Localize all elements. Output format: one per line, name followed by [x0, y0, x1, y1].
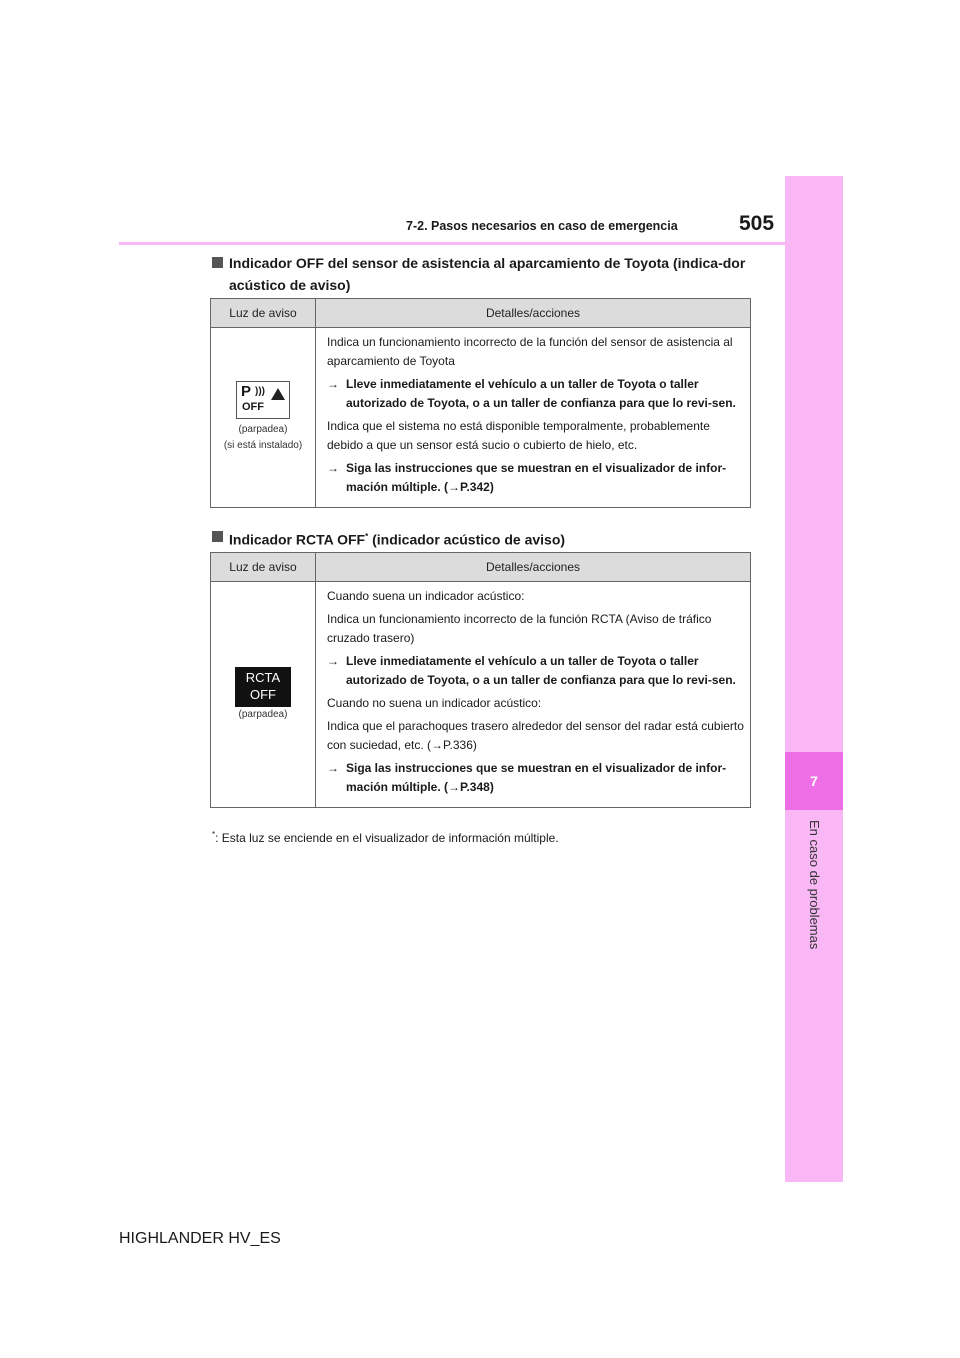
- chapter-label: En caso de problemas: [807, 820, 822, 950]
- col-light-header: Luz de aviso: [211, 553, 316, 582]
- parking-sensor-off-icon: P ))) OFF: [236, 381, 290, 419]
- table-header-row: [211, 553, 751, 582]
- section2-heading: Indicador RCTA OFF* (indicador acústico de aviso): [212, 526, 752, 551]
- description-text: Indica que el sistema no está disponible temporalmente, probablemente debido a que un sensor está sucio o cubierto de hielo, etc.: [327, 419, 710, 452]
- section2-table: [210, 552, 751, 808]
- arrow-icon: →: [327, 654, 339, 668]
- table-row: [211, 582, 751, 808]
- header-divider: [119, 242, 785, 245]
- action-text: → Siga las instrucciones que se muestran en el visualizador de infor-mación múltiple. (→P.348): [327, 761, 727, 794]
- col-details-header: Detalles/acciones: [316, 553, 751, 582]
- warning-light-cell: [211, 328, 316, 508]
- square-bullet-icon: [212, 531, 223, 542]
- arrow-icon: →: [327, 761, 339, 775]
- section1-heading-text: Indicador OFF del sensor de asistencia al aparcamiento de Toyota (indica-dor acústico de aviso): [229, 255, 746, 293]
- icon-caption: (parpadea): [238, 424, 288, 435]
- condition-text: Cuando no suena un indicador acústico:: [327, 696, 542, 710]
- arrow-icon: →: [327, 461, 339, 475]
- footer-model: HIGHLANDER HV_ES: [119, 1230, 281, 1247]
- square-bullet-icon: [212, 257, 223, 268]
- section1-heading: [212, 252, 752, 296]
- icon-caption: (parpadea): [238, 708, 288, 720]
- section1-table: [210, 298, 751, 508]
- details-cell: [316, 582, 751, 808]
- section-title: 7-2. Pasos necesarios en caso de emergencia: [406, 219, 678, 233]
- sensor-waves-icon: ))): [255, 386, 265, 397]
- description-text: Indica que el parachoques trasero alrededor del sensor del radar está cubierto con suciedad, etc. (→P.336): [327, 719, 744, 752]
- page-number: 505: [739, 212, 775, 235]
- chapter-number: 7: [785, 752, 843, 810]
- action-text: → Siga las instrucciones que se muestran en el visualizador de infor-mación múltiple. (→P.342): [327, 461, 727, 494]
- action-text: → Lleve inmediatamente el vehículo a un taller de Toyota o taller autorizado de Toyota, o a un taller de confianza para que lo revi-sen.: [327, 654, 736, 687]
- col-light-header: Luz de aviso: [211, 299, 316, 328]
- rcta-off-icon: RCTA OFF: [235, 667, 291, 707]
- icon-caption-installed: (si está instalado): [223, 440, 303, 451]
- details-cell: [316, 328, 751, 508]
- warning-triangle-icon: [271, 388, 285, 400]
- col-details-header: Detalles/acciones: [316, 299, 751, 328]
- arrow-icon: →: [327, 377, 339, 391]
- warning-light-cell: [211, 582, 316, 808]
- action-text: → Lleve inmediatamente el vehículo a un taller de Toyota o taller autorizado de Toyota, o a un taller de confianza para que lo revi-sen.: [327, 377, 736, 410]
- table-header-row: [211, 299, 751, 328]
- table-row: [211, 328, 751, 508]
- description-text: Indica un funcionamiento incorrecto de la función del sensor de asistencia al aparcamiento de Toyota: [327, 335, 733, 368]
- condition-text: Cuando suena un indicador acústico:: [327, 589, 525, 603]
- description-text: Indica un funcionamiento incorrecto de la función RCTA (Aviso de tráfico cruzado trasero): [327, 612, 712, 645]
- footnote-marker: *: [212, 830, 216, 839]
- chapter-side-tab: [785, 176, 843, 1182]
- footnote-marker: *: [365, 532, 369, 541]
- footnote: *: Esta luz se enciende en el visualizador de información múltiple.: [212, 830, 559, 845]
